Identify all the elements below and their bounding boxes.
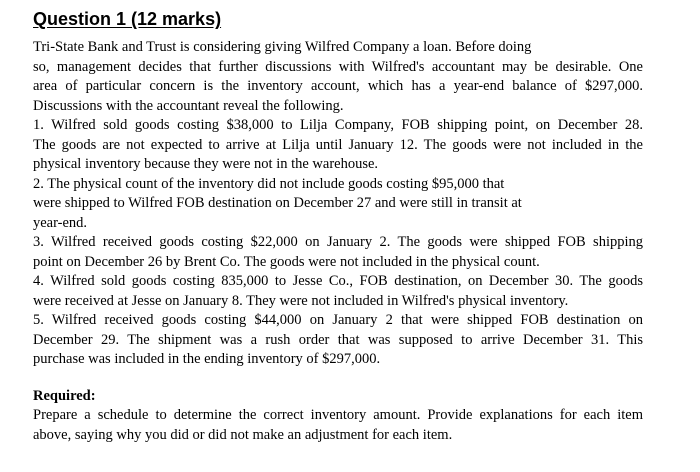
body-line: area of particular concern is the inventory account, which has a year-end balance of $297,000.: [33, 78, 643, 94]
item-1-line: physical inventory because they were not in the warehouse.: [33, 156, 379, 172]
body-line: Tri-State Bank and Trust is considering giving Wilfred Company a loan. Before doing: [33, 39, 532, 55]
item-1-line: The goods are not expected to arrive at Lilja until January 12. The goods were not included in the: [33, 136, 643, 153]
required-heading: Required:: [33, 387, 96, 404]
item-3-line: point on December 26 by Brent Co. The goods were not included in the physical count.: [33, 253, 540, 270]
item-2-line: 2. The physical count of the inventory did not include goods costing $95,000 that: [33, 175, 505, 192]
question-body: [33, 38, 643, 445]
body-line: so, management decides that further discussions with Wilfred's accountant may be desirable. One: [33, 58, 643, 75]
question-title: Question 1 (12 marks): [33, 9, 222, 29]
required-line: above, saying why you did or did not make an adjustment for each item.: [33, 426, 453, 443]
item-4-line: 4. Wilfred sold goods costing 835,000 to Jesse Co., FOB destination, on December 30. The goods: [33, 273, 643, 289]
item-5-line: 5. Wilfred received goods costing $44,000 on January 2 that were shipped FOB destination on: [33, 312, 643, 328]
body-line: Discussions with the accountant reveal the following.: [33, 97, 344, 114]
item-2-line: were shipped to Wilfred FOB destination on December 27 and were still in transit at: [33, 195, 522, 211]
item-5-line: purchase was included in the ending inventory of $297,000.: [33, 351, 381, 367]
required-line: Prepare a schedule to determine the correct inventory amount. Provide explanations for each item: [33, 407, 643, 423]
item-2-line: year-end.: [33, 214, 88, 231]
spacer: [33, 370, 643, 387]
item-3-line: 3. Wilfred received goods costing $22,000 on January 2. The goods were shipped FOB shipping: [33, 234, 643, 250]
item-1-line: 1. Wilfred sold goods costing $38,000 to Lilja Company, FOB shipping point, on December 28.: [33, 117, 643, 133]
item-5-line: December 29. The shipment was a rush order that was supposed to arrive December 31. This: [33, 331, 643, 348]
item-4-line: were received at Jesse on January 8. They were not included in Wilfred's physical inventory.: [33, 292, 569, 309]
